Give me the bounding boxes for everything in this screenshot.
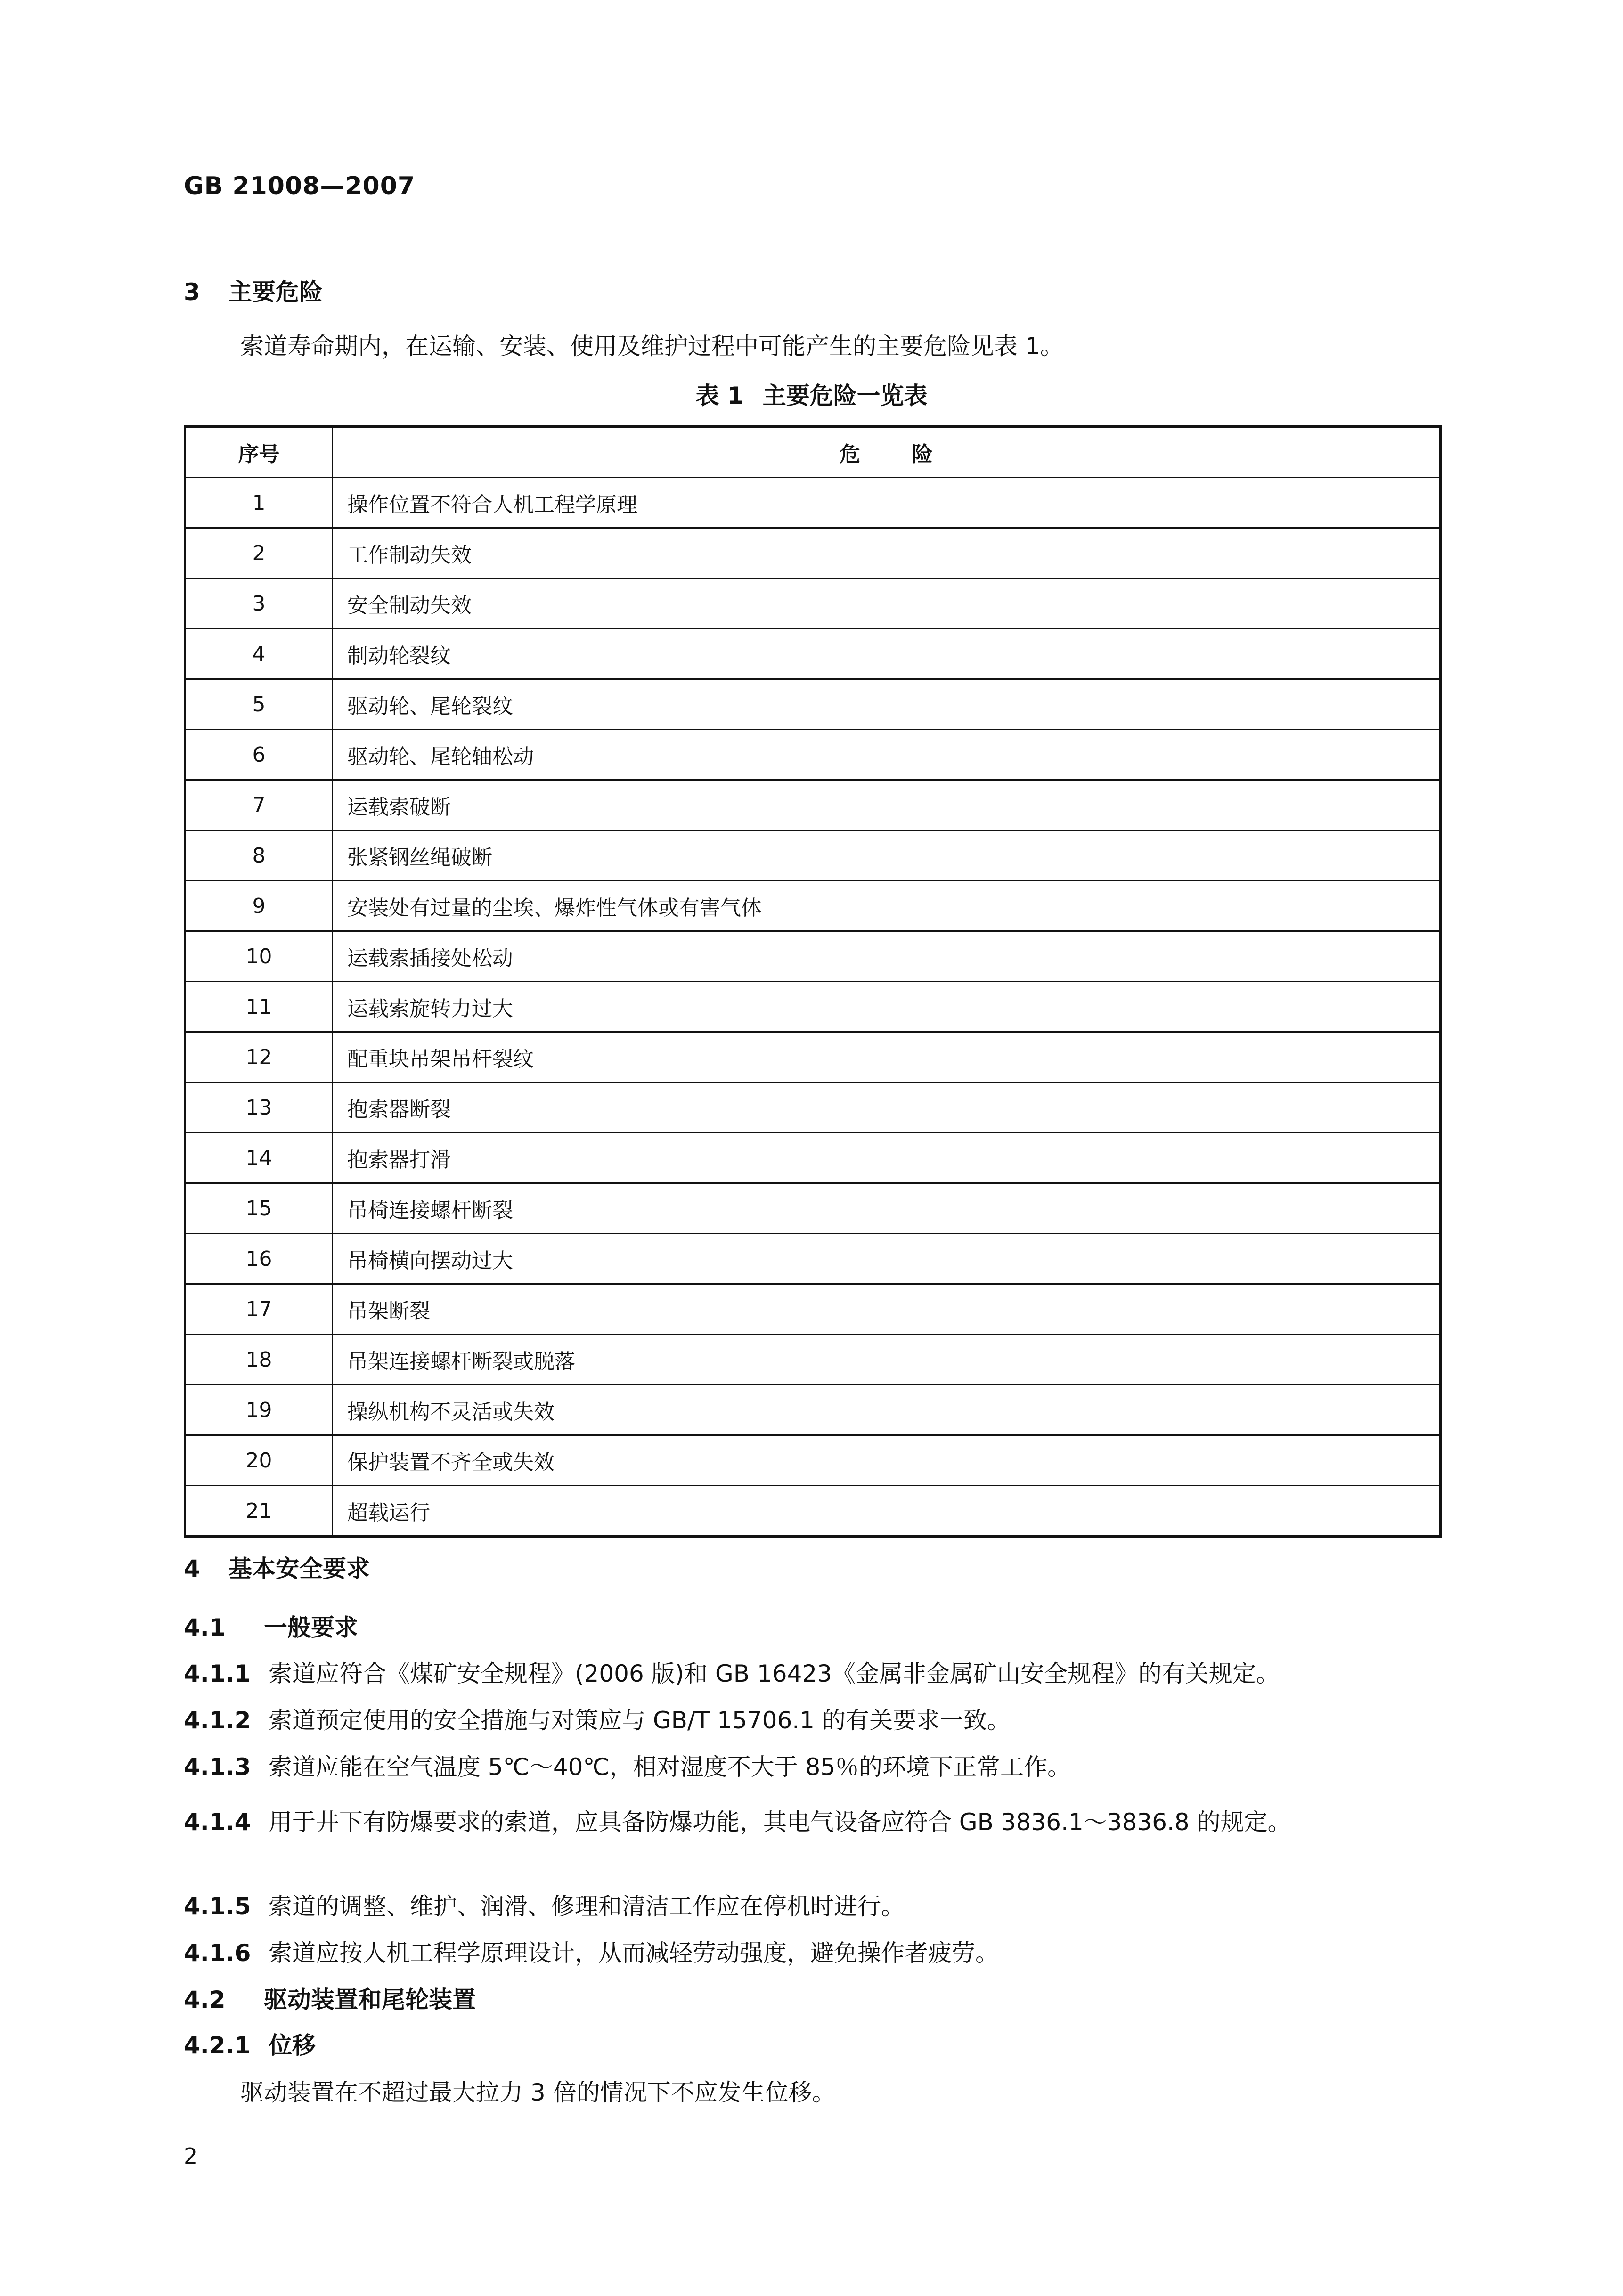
table-row [185,1284,1441,1335]
row-number-cell: 2 [185,528,333,578]
row-number-cell: 15 [185,1183,333,1234]
row-number-cell: 6 [185,730,333,780]
hazard-cell: 配重块吊架吊杆裂纹 [333,1032,1441,1083]
clause-4-2-1-text: 驱动装置在不超过最大拉力 3 倍的情况下不应发生位移。 [240,2079,836,2106]
clause-4-1-heading: 4.1 一般要求 [184,1614,358,1641]
hazards-table [184,425,1442,1538]
hazard-cell: 运载索旋转力过大 [333,982,1441,1032]
clause-4-1-3: 4.1.3 索道应能在空气温度 5℃～40℃，相对湿度不大于 85％的环境下正常工作。 [184,1753,1071,1781]
row-number-cell: 5 [185,679,333,730]
section-3-heading: 3 主要危险 [184,278,323,306]
clause-4-1-1: 4.1.1 索道应符合《煤矿安全规程》(2006 版)和 GB 16423《金属非金属矿山安全规程》的有关规定。 [184,1660,1280,1687]
hazard-cell: 安装处有过量的尘埃、爆炸性气体或有害气体 [333,881,1441,931]
table-row [185,528,1441,578]
row-number-cell: 12 [185,1032,333,1083]
hazard-cell: 驱动轮、尾轮裂纹 [333,679,1441,730]
column-header-number: 序号 [185,427,333,478]
hazard-cell: 操纵机构不灵活或失效 [333,1385,1441,1435]
clause-4-2-heading: 4.2 驱动装置和尾轮装置 [184,1986,476,2013]
row-number-cell: 13 [185,1083,333,1133]
table-header-row [185,427,1441,478]
hazard-cell: 运载索破断 [333,780,1441,830]
table-row [185,1183,1441,1234]
row-number-cell: 3 [185,578,333,629]
table-row [185,780,1441,830]
row-number-cell: 4 [185,629,333,679]
row-number-cell: 1 [185,478,333,528]
row-number-cell: 10 [185,931,333,982]
table-row [185,629,1441,679]
row-number-cell: 20 [185,1435,333,1486]
hazard-cell: 操作位置不符合人机工程学原理 [333,478,1441,528]
row-number-cell: 14 [185,1133,333,1183]
hazard-cell: 制动轮裂纹 [333,629,1441,679]
clause-4-2-1-heading: 4.2.1 位移 [184,2032,316,2059]
row-number-cell: 16 [185,1234,333,1284]
table-row [185,478,1441,528]
table-row [185,982,1441,1032]
hazard-cell: 抱索器断裂 [333,1083,1441,1133]
table-row [185,578,1441,629]
section-4-heading: 4 基本安全要求 [184,1555,370,1582]
clause-4-1-4: 4.1.4 用于井下有防爆要求的索道，应具备防爆功能，其电气设备应符合 GB 3836.1～3836.8 的规定。 [184,1808,1291,1836]
hazard-cell: 运载索插接处松动 [333,931,1441,982]
hazard-cell: 安全制动失效 [333,578,1441,629]
hazard-cell: 张紧钢丝绳破断 [333,830,1441,881]
clause-4-1-5: 4.1.5 索道的调整、维护、润滑、修理和清洁工作应在停机时进行。 [184,1893,905,1920]
table-row [185,1032,1441,1083]
row-number-cell: 19 [185,1385,333,1435]
table-row [185,730,1441,780]
section-3-intro: 索道寿命期内，在运输、安装、使用及维护过程中可能产生的主要危险见表 1。 [240,333,1064,360]
hazard-cell: 吊椅连接螺杆断裂 [333,1183,1441,1234]
table-title: 表 1 主要危险一览表 [695,382,928,409]
table-row [185,1385,1441,1435]
clause-4-1-6: 4.1.6 索道应按人机工程学原理设计，从而减轻劳动强度，避免操作者疲劳。 [184,1939,999,1967]
table-row [185,1435,1441,1486]
table-row [185,1234,1441,1284]
row-number-cell: 11 [185,982,333,1032]
hazard-cell: 超载运行 [333,1486,1441,1537]
hazard-cell: 驱动轮、尾轮轴松动 [333,730,1441,780]
table-row [185,881,1441,931]
hazard-cell: 抱索器打滑 [333,1133,1441,1183]
row-number-cell: 18 [185,1335,333,1385]
row-number-cell: 17 [185,1284,333,1335]
table-row [185,1335,1441,1385]
clause-4-1-2: 4.1.2 索道预定使用的安全措施与对策应与 GB/T 15706.1 的有关要求一致。 [184,1707,1011,1734]
hazard-cell: 吊架断裂 [333,1284,1441,1335]
hazard-cell: 工作制动失效 [333,528,1441,578]
row-number-cell: 21 [185,1486,333,1537]
document-identifier: GB 21008—2007 [184,172,416,200]
hazard-cell: 保护装置不齐全或失效 [333,1435,1441,1486]
row-number-cell: 7 [185,780,333,830]
table-row [185,830,1441,881]
row-number-cell: 9 [185,881,333,931]
table-row [185,679,1441,730]
hazard-cell: 吊椅横向摆动过大 [333,1234,1441,1284]
table-row [185,1083,1441,1133]
table-row [185,1486,1441,1537]
table-row [185,931,1441,982]
row-number-cell: 8 [185,830,333,881]
column-header-hazard: 危险 [333,427,1441,478]
page-number: 2 [184,2143,198,2169]
hazard-cell: 吊架连接螺杆断裂或脱落 [333,1335,1441,1385]
table-row [185,1133,1441,1183]
